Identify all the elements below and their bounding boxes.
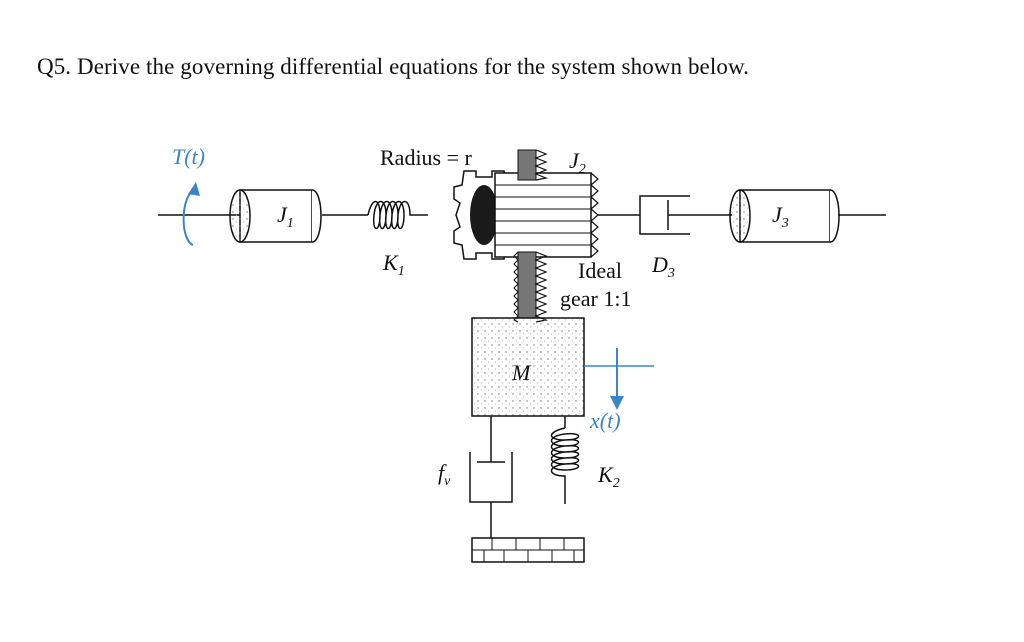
fv-label: f [438,460,445,485]
ground [472,538,584,562]
displacement-label: x(t) [590,408,621,433]
spring-k1 [368,202,428,280]
j3-label: J [772,202,782,227]
k1-label: K [383,250,398,275]
j2-label: J [569,148,579,173]
svg-text:K1 [382,250,405,279]
torque-label: T(t) [172,144,205,169]
svg-text:K2 [597,462,620,491]
damper-fv [438,416,512,538]
svg-text:D3 [651,252,675,281]
displacement-indicator [584,348,654,433]
mass-m [472,318,584,416]
j2-subscript: 2 [578,162,586,177]
inertia-j1 [230,190,321,242]
k2-label: K [598,462,613,487]
damper-d3 [640,196,732,281]
gear-label-line1: Ideal [578,258,622,283]
question-text: Q5. Derive the governing differential equations for the system shown below. [37,54,750,79]
inertia-j3 [730,190,886,242]
gear-label-line2: gear 1:1 [560,286,632,311]
j1-label: J [277,202,287,227]
k2-subscript: 2 [612,476,620,491]
radius-label: Radius = r [380,145,472,170]
j3-subscript: 3 [781,216,789,231]
torque-arrow-icon [184,188,196,245]
torque-input [158,144,240,245]
d3-label: D [652,252,668,277]
d3-subscript: 3 [667,266,675,281]
mass-label: M [512,360,531,385]
svg-text:J2 [569,148,586,177]
fv-subscript: v [444,474,451,489]
svg-text:fv [438,460,451,489]
k1-subscript: 1 [397,264,405,279]
j1-subscript: 1 [286,216,294,231]
